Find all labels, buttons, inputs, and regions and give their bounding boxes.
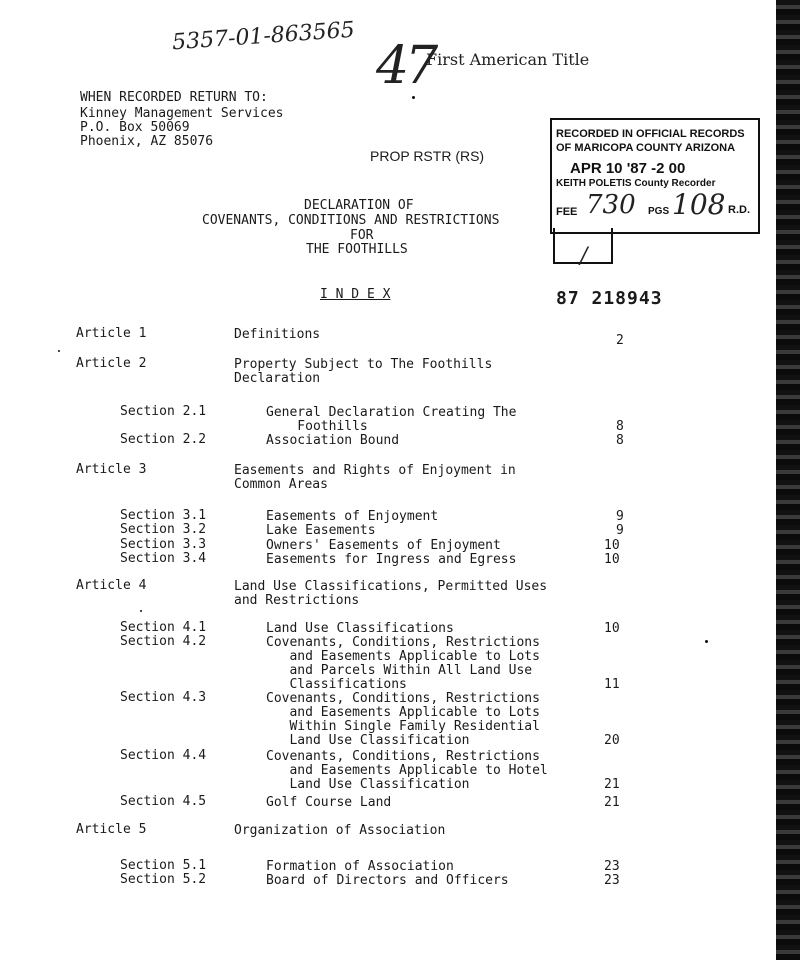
section-title: Land Use Classifications	[266, 621, 454, 636]
section-title: Lake Easements	[266, 523, 376, 538]
scan-speck	[58, 350, 60, 352]
return-line-1: Kinney Management Services	[80, 106, 284, 121]
page-number: 9	[616, 523, 624, 538]
article-label: Article 5	[76, 822, 147, 837]
document-number: 87 218943	[556, 288, 663, 309]
section-label: Section 4.2	[120, 634, 207, 649]
handwritten-reference: 5357-01-863565	[171, 17, 356, 56]
handwritten-mark: 47	[376, 36, 435, 96]
section-title: Covenants, Conditions, Restrictions and Easements Applicable to Hotel Land Use Classification	[266, 749, 548, 792]
article-label: Article 4	[76, 578, 147, 593]
prop-code: PROP RSTR (RS)	[370, 148, 485, 164]
page-number: 10	[604, 621, 620, 636]
title-line-1: DECLARATION OF	[304, 198, 414, 213]
article-title: Property Subject to The Foothills Declaration	[234, 357, 493, 386]
section-label: Section 4.1	[120, 620, 207, 635]
section-title: Owners' Easements of Enjoyment	[266, 538, 501, 553]
stamp-tab-mark: /	[580, 244, 588, 269]
return-line-3: Phoenix, AZ 85076	[80, 134, 214, 149]
stamp-line-2: OF MARICOPA COUNTY ARIZONA	[556, 142, 736, 154]
section-label: Section 3.4	[120, 551, 207, 566]
article-label: Article 1	[76, 326, 147, 341]
section-label: Section 5.2	[120, 872, 207, 887]
article-label: Article 2	[76, 356, 147, 371]
section-title: Covenants, Conditions, Restrictions and Easements Applicable to Lots Within Single Family Residential Land Use Classification	[266, 691, 540, 748]
section-label: Section 4.4	[120, 748, 207, 763]
stamp-fee-value: 730	[586, 190, 636, 220]
page-number: 10	[604, 538, 620, 553]
section-title: Formation of Association	[266, 859, 454, 874]
page-number: 11	[604, 677, 620, 692]
stamp-rd: R.D.	[728, 204, 750, 216]
scan-edge-noise	[776, 0, 800, 960]
page-number: 20	[604, 733, 620, 748]
title-line-3: FOR	[350, 228, 374, 243]
scan-speck	[140, 610, 142, 612]
page-number: 8	[616, 419, 624, 434]
page-number: 23	[604, 873, 620, 888]
scan-speck	[412, 96, 415, 99]
section-label: Section 4.3	[120, 690, 207, 705]
title-line-4: THE FOOTHILLS	[306, 242, 408, 257]
stamp-pgs-label: PGS	[648, 206, 670, 217]
page-number: 23	[604, 859, 620, 874]
article-title: Land Use Classifications, Permitted Uses and Restrictions	[234, 579, 548, 608]
section-title: Golf Course Land	[266, 795, 392, 810]
section-title: Easements for Ingress and Egress	[266, 552, 517, 567]
article-title: Organization of Association	[234, 823, 446, 838]
section-title: Covenants, Conditions, Restrictions and Easements Applicable to Lots and Parcels Within All Land Use Classifications	[266, 635, 540, 692]
section-label: Section 5.1	[120, 858, 207, 873]
page-number: 9	[616, 509, 624, 524]
section-label: Section 3.2	[120, 522, 207, 537]
return-heading: WHEN RECORDED RETURN TO:	[80, 90, 268, 105]
section-title: General Declaration Creating The Foothills	[266, 405, 517, 434]
page-number: 8	[616, 433, 624, 448]
section-label: Section 3.3	[120, 537, 207, 552]
section-title: Board of Directors and Officers	[266, 873, 509, 888]
stamp-fee-label: FEE	[556, 206, 578, 218]
stamp-pgs-value: 108	[672, 188, 726, 221]
index-heading: I N D E X	[320, 287, 391, 302]
stamp-date: APR 10 '87 -2 00	[570, 160, 686, 177]
article-title: Easements and Rights of Enjoyment in Common Areas	[234, 463, 516, 492]
section-label: Section 2.1	[120, 404, 207, 419]
section-label: Section 3.1	[120, 508, 207, 523]
stamp-recorder: KEITH POLETIS County Recorder	[556, 178, 716, 189]
first-american-stamp: First American Title	[426, 50, 590, 69]
page-number: 2	[616, 333, 624, 348]
section-title: Easements of Enjoyment	[266, 509, 439, 524]
page-number: 21	[604, 795, 620, 810]
return-line-2: P.O. Box 50069	[80, 120, 190, 135]
page-number: 21	[604, 777, 620, 792]
section-label: Section 4.5	[120, 794, 207, 809]
scan-speck	[705, 640, 708, 643]
recording-stamp	[550, 118, 760, 234]
section-label: Section 2.2	[120, 432, 207, 447]
article-title: Definitions	[234, 327, 321, 342]
title-line-2: COVENANTS, CONDITIONS AND RESTRICTIONS	[202, 213, 500, 228]
page-number: 10	[604, 552, 620, 567]
stamp-line-1: RECORDED IN OFFICIAL RECORDS	[556, 128, 745, 140]
section-title: Association Bound	[266, 433, 400, 448]
article-label: Article 3	[76, 462, 147, 477]
